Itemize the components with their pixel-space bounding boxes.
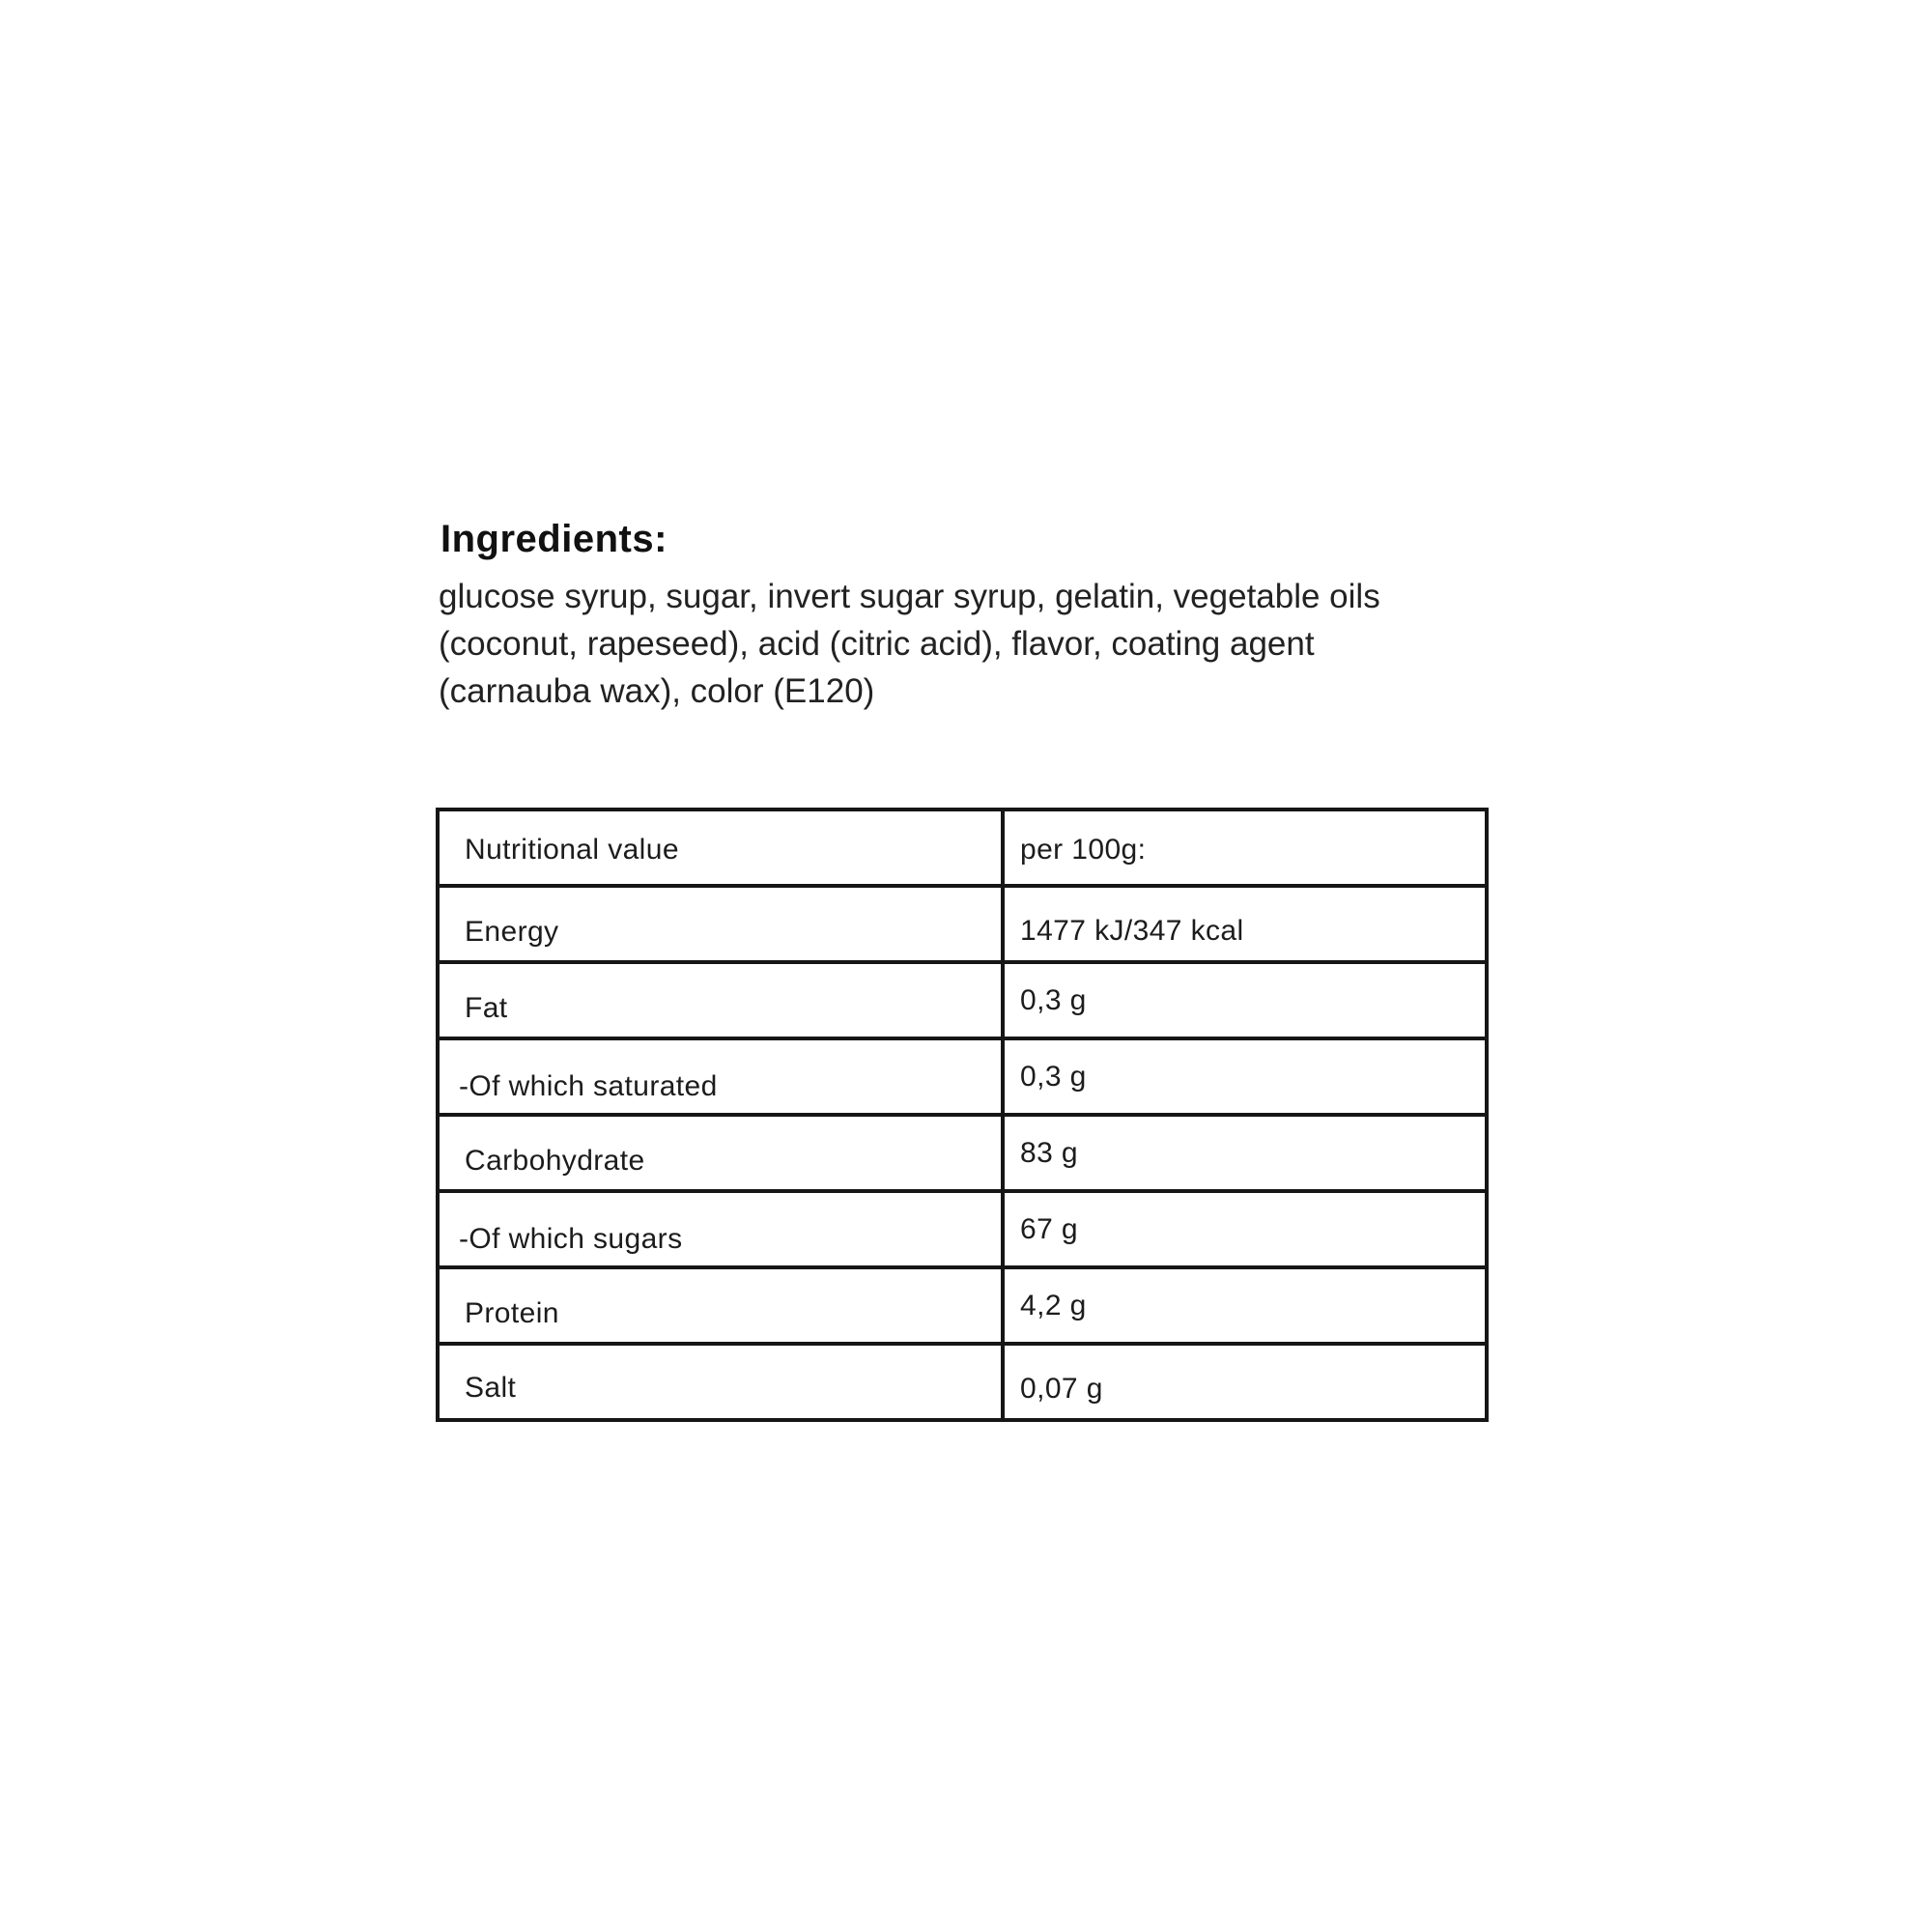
nutrient-label-cell: -Of which saturated	[440, 1040, 1005, 1113]
nutrient-label-cell: Salt	[440, 1346, 1005, 1418]
table-row	[440, 884, 1485, 960]
ingredients-text-line: (coconut, rapeseed), acid (citric acid), flavor, coating agent	[439, 625, 1315, 663]
nutrient-label-cell: -Of which sugars	[440, 1193, 1005, 1265]
table-row	[440, 960, 1485, 1037]
table-row	[440, 1342, 1485, 1418]
table-row	[440, 1265, 1485, 1342]
table-row	[440, 1037, 1485, 1113]
table-header-row	[440, 811, 1485, 884]
ingredients-text-line: glucose syrup, sugar, invert sugar syrup, gelatin, vegetable oils	[439, 578, 1380, 615]
ingredients-heading: Ingredients:	[440, 518, 668, 560]
nutrient-value-cell: 83 g	[1020, 1137, 1078, 1169]
ingredients-section	[439, 518, 1520, 715]
nutrient-label-cell: Carbohydrate	[440, 1117, 1005, 1189]
nutrition-table	[436, 808, 1489, 1422]
nutrient-value-cell: 0,3 g	[1020, 984, 1087, 1016]
nutrient-value-cell: 0,07 g	[1020, 1373, 1103, 1405]
nutrient-label-cell: Fat	[440, 964, 1005, 1037]
ingredients-text-line: (carnauba wax), color (E120)	[439, 672, 875, 710]
table-row	[440, 1113, 1485, 1189]
table-row	[440, 1189, 1485, 1265]
nutrient-label-cell: Energy	[440, 888, 1005, 960]
nutrient-label-cell: Nutritional value	[440, 811, 1005, 884]
nutrient-value-cell: 0,3 g	[1020, 1061, 1087, 1093]
nutrient-value-cell: 67 g	[1020, 1213, 1078, 1245]
nutrient-label-cell: Protein	[440, 1269, 1005, 1342]
nutrient-value-cell: per 100g:	[1020, 834, 1147, 866]
nutrient-value-cell: 1477 kJ/347 kcal	[1020, 915, 1244, 947]
nutrient-value-cell: 4,2 g	[1020, 1290, 1087, 1321]
